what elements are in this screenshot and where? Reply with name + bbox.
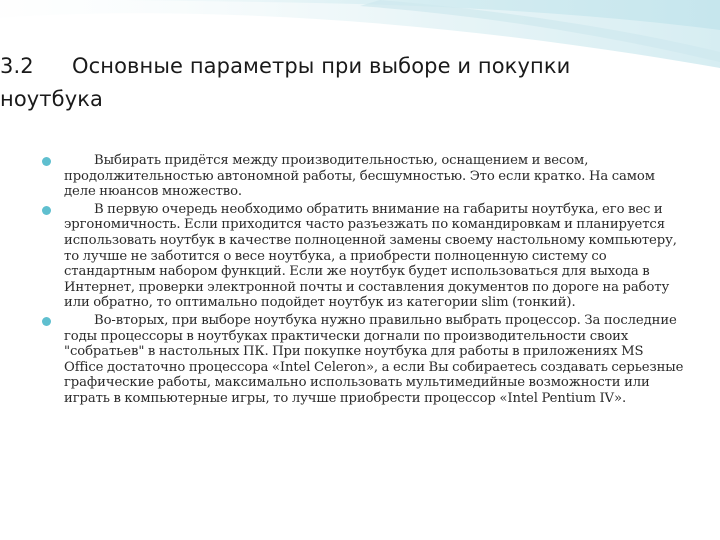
list-item <box>64 202 684 311</box>
list-item <box>64 313 684 407</box>
bullet-icon <box>42 206 51 215</box>
slide-title <box>0 50 660 116</box>
title-text: Основные параметры при выборе и покупки ноутбука <box>0 54 571 111</box>
bullet-icon <box>42 317 51 326</box>
bullet-text: Во-вторых, при выборе ноутбука нужно правильно выбрать процессор. За последние годы процессоры в ноутбуках практически догнали по производительности своих "собратьев" в настольных ПК. При покупке ноутбука для работы в приложениях MS Office достаточно процессора «Intel Celeron», а если Вы собираетесь создавать серьезные графические работы, максимально использовать мультимедийные возможности или играть в компьютерные игры, то лучше приобрести процессор «Intel Pentium IV». <box>64 312 684 406</box>
bullet-text: Выбирать придётся между производительностью, оснащением и весом, продолжительностью автономной работы, бесшумностью. Это если кратко. На самом деле нюансов множество. <box>64 153 655 200</box>
bullet-text: В первую очередь необходимо обратить внимание на габариты ноутбука, его вес и эргономичность. Если приходится часто разъезжать по командировкам и планируется использовать ноутбук в качестве полноценной замены своему настольному компьютеру, то лучше не заботится о весе ноутбука, а приобрести полноценную систему со стандартным набором функций. Если же ноутбук будет использоваться для выхода в Интернет, проверки электронной почты и составления документов по дороге на работу или обратно, то оптимально подойдет ноутбук из категории slim (тонкий). <box>64 201 677 311</box>
list-item <box>64 153 684 200</box>
title-number: 3.2 <box>0 54 34 78</box>
bullet-icon <box>42 157 51 166</box>
bullet-list <box>64 153 684 409</box>
